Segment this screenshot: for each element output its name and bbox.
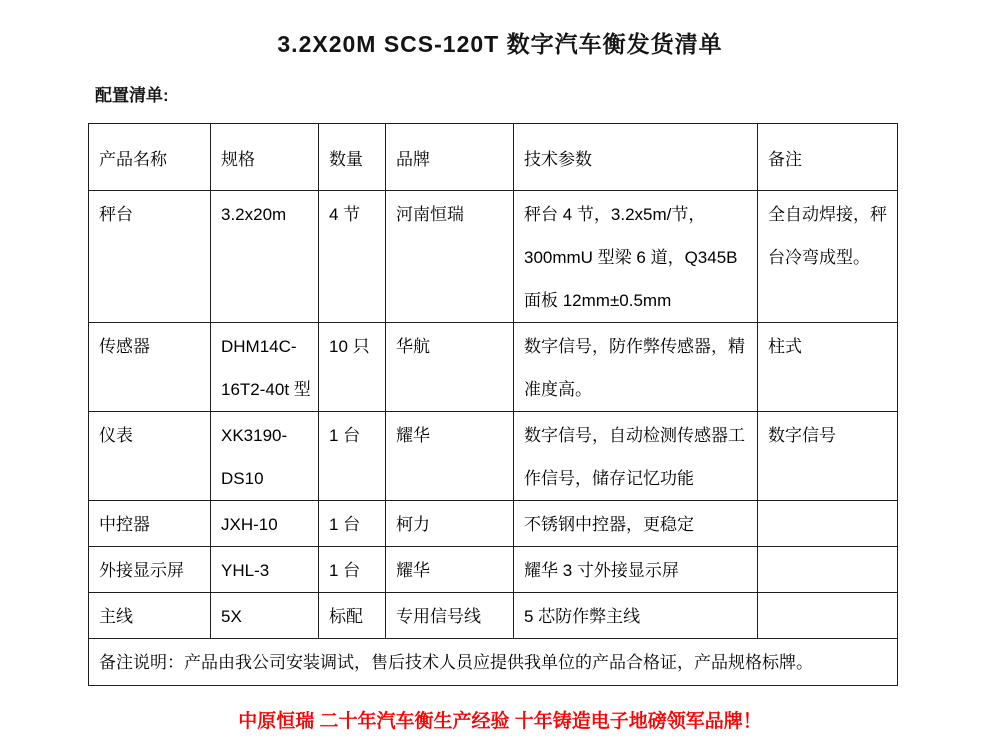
qty-cell: 4 节 [319, 191, 386, 323]
spec-cell: DHM14C-16T2-40t 型 [211, 323, 319, 412]
params-cell: 数字信号，自动检测传感器工作信号，储存记忆功能 [514, 412, 758, 501]
spec-cell: XK3190-DS10 [211, 412, 319, 501]
product-name-cell: 秤台 [89, 191, 211, 323]
brand-cell: 耀华 [386, 547, 514, 593]
remark-cell [758, 593, 898, 639]
note-cell: 备注说明：产品由我公司安装调试，售后技术人员应提供我单位的产品合格证，产品规格标牌。 [89, 639, 898, 686]
table-row-main-cable [89, 593, 898, 639]
product-name-cell: 外接显示屏 [89, 547, 211, 593]
spec-cell: YHL-3 [211, 547, 319, 593]
header-cell-params: 技术参数 [514, 124, 758, 191]
table-row-junction-box [89, 501, 898, 547]
brand-cell: 华航 [386, 323, 514, 412]
params-cell: 不锈钢中控器，更稳定 [514, 501, 758, 547]
footer-slogan: 中原恒瑞 二十年汽车衡生产经验 十年铸造电子地磅领军品牌！ [238, 711, 762, 732]
table-note-row [89, 639, 898, 686]
header-cell-remark: 备注 [758, 124, 898, 191]
table-row-indicator [89, 412, 898, 501]
qty-cell: 1 台 [319, 547, 386, 593]
params-cell: 秤台 4 节，3.2x5m/节，300mmU 型梁 6 道，Q345B 面板 12mm±0.5mm [514, 191, 758, 323]
header-cell-brand: 品牌 [386, 124, 514, 191]
product-name-cell: 主线 [89, 593, 211, 639]
section-label: 配置清单: [95, 86, 169, 105]
qty-cell: 1 台 [319, 412, 386, 501]
remark-cell [758, 501, 898, 547]
qty-cell: 10 只 [319, 323, 386, 412]
remark-cell: 全自动焊接，秤台冷弯成型。 [758, 191, 898, 323]
remark-cell [758, 547, 898, 593]
spec-cell: JXH-10 [211, 501, 319, 547]
table-row-platform [89, 191, 898, 323]
product-name-cell: 仪表 [89, 412, 211, 501]
brand-cell: 柯力 [386, 501, 514, 547]
spec-cell: 5X [211, 593, 319, 639]
params-cell: 耀华 3 寸外接显示屏 [514, 547, 758, 593]
config-table [88, 123, 898, 686]
params-cell: 5 芯防作弊主线 [514, 593, 758, 639]
page-title: 3.2X20M SCS-120T 数字汽车衡发货清单 [277, 31, 723, 57]
header-cell-product-name: 产品名称 [89, 124, 211, 191]
brand-cell: 专用信号线 [386, 593, 514, 639]
brand-cell: 河南恒瑞 [386, 191, 514, 323]
product-name-cell: 传感器 [89, 323, 211, 412]
table-row-external-display [89, 547, 898, 593]
header-cell-qty: 数量 [319, 124, 386, 191]
header-cell-spec: 规格 [211, 124, 319, 191]
spec-cell: 3.2x20m [211, 191, 319, 323]
remark-cell: 数字信号 [758, 412, 898, 501]
table-row-sensor [89, 323, 898, 412]
qty-cell: 1 台 [319, 501, 386, 547]
params-cell: 数字信号，防作弊传感器，精准度高。 [514, 323, 758, 412]
qty-cell: 标配 [319, 593, 386, 639]
remark-cell: 柱式 [758, 323, 898, 412]
table-header-row [89, 124, 898, 191]
product-name-cell: 中控器 [89, 501, 211, 547]
brand-cell: 耀华 [386, 412, 514, 501]
